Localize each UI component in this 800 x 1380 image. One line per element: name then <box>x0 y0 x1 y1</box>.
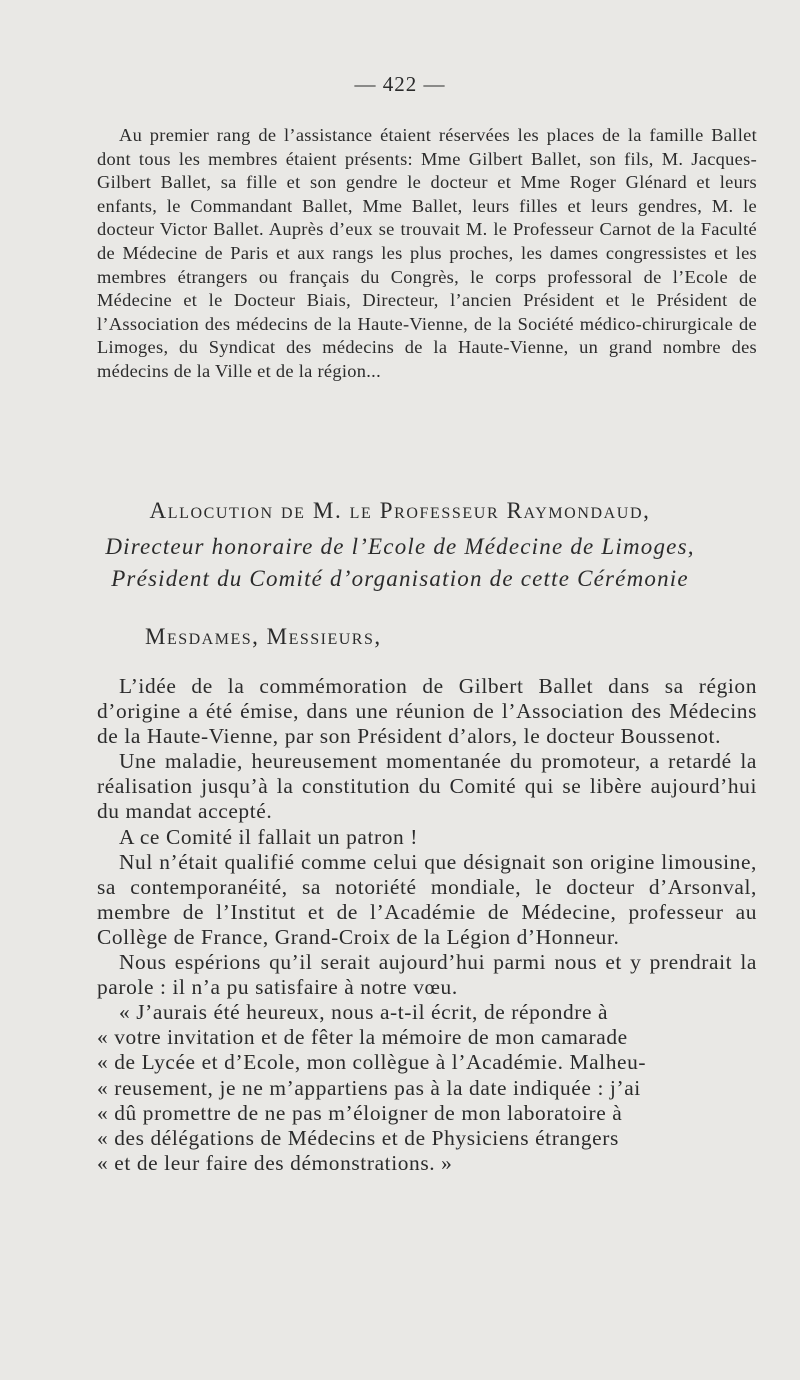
quote-line: « de Lycée et d’Ecole, mon collègue à l’Académie. Malheu- <box>97 1050 647 1075</box>
quote-line: « des délégations de Médecins et de Physiciens étrangers <box>97 1125 619 1150</box>
salutation: Mesdames, Messieurs, <box>145 624 382 649</box>
speech-paragraph: Nul n’était qualifié comme celui que désignait son origine limousine, sa contemporanéité, sa notoriété mondiale, le docteur d’Arsonval, membre de l’Institut et de l’Académie de Médecine, professeur au Collège de France, Grand-Croix de la Légion d’Honneur. <box>97 849 757 949</box>
quote-line: « et de leur faire des démonstrations. » <box>97 1150 453 1175</box>
quote-line: « dû promettre de ne pas m’éloigner de mon laboratoire à <box>97 1100 623 1125</box>
speech-paragraph: L’idée de la commémoration de Gilbert Ballet dans sa région d’origine a été émise, dans une réunion de l’Association des Médecins de la Haute-Vienne, par son Président d’alors, le docteur Boussenot. <box>97 674 757 749</box>
section-heading: Allocution de M. le Professeur Raymondaud, <box>149 498 651 523</box>
quotation-block <box>97 1000 757 1176</box>
speech-paragraph: Une maladie, heureusement momentanée du promoteur, a retardé la réalisation jusqu’à la constitution du Comité qui se libère aujourd’hui du mandat accepté. <box>97 749 757 824</box>
intro-paragraph-block <box>97 124 757 384</box>
subtitle-line-1: Directeur honoraire de l’Ecole de Médecine de Limoges, <box>105 534 695 559</box>
speech-body <box>97 674 757 1176</box>
page-number: — 422 — <box>354 72 446 96</box>
intro-paragraph: Au premier rang de l’assistance étaient réservées les places de la famille Ballet dont tous les membres étaient présents: Mme Gilbert Ballet, son fils, M. Jacques-Gilbert Ballet, sa fille et son gendre le docteur et Mme Roger Glénard et leurs enfants, le Commandant Ballet, Mme Ballet, leurs filles et leurs gendres, M. le docteur Victor Ballet. Auprès d’eux se trouvait M. le Professeur Carnot de la Faculté de Médecine de Paris et aux rangs les plus proches, les dames congressistes et les membres étrangers ou français du Congrès, le corps professoral de l’Ecole de Médecine et le Docteur Biais, Directeur, l’ancien Président et le Président de l’Association des médecins de la Haute-Vienne, de la Société médico-chirurgicale de Limoges, du Syndicat des médecins de la Haute-Vienne, un grand nombre des médecins de la Ville et de la région... <box>97 125 757 381</box>
quote-line: « votre invitation et de fêter la mémoire de mon camarade <box>97 1025 628 1050</box>
quote-line: « reusement, je ne m’appartiens pas à la date indiquée : j’ai <box>97 1075 641 1100</box>
subtitle-line-2: Président du Comité d’organisation de cette Cérémonie <box>111 566 689 591</box>
speech-paragraph: A ce Comité il fallait un patron ! <box>119 824 418 849</box>
quote-line: « J’aurais été heureux, nous a-t-il écrit, de répondre à <box>119 1000 609 1025</box>
speech-paragraph: Nous espérions qu’il serait aujourd’hui parmi nous et y prendrait la parole : il n’a pu satisfaire à notre vœu. <box>97 950 757 1000</box>
